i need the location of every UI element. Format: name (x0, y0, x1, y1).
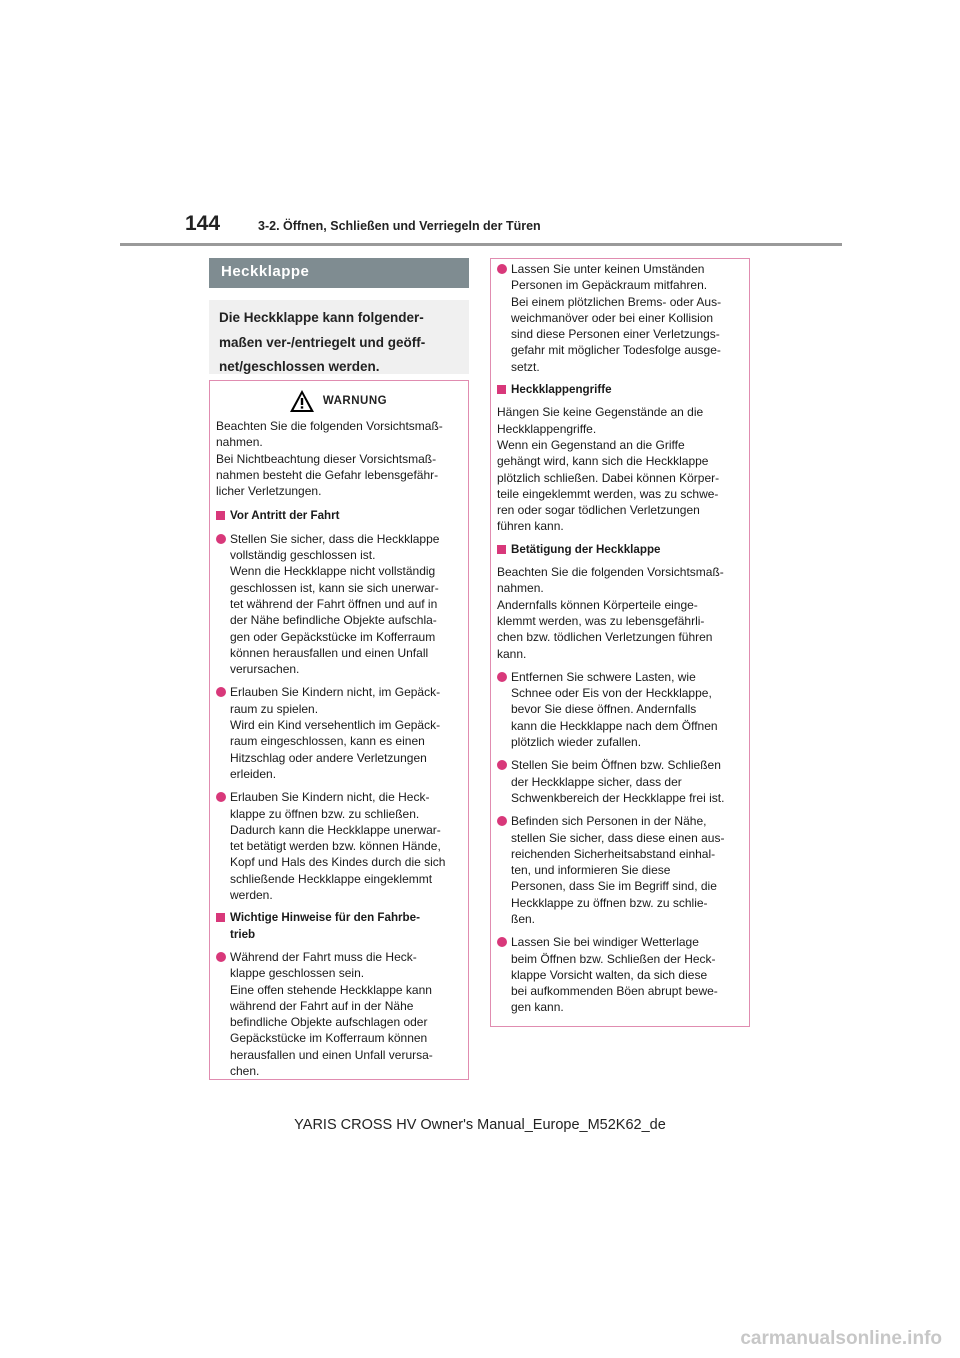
square-bullet-icon (497, 545, 506, 554)
watermark[interactable]: carmanualsonline.info (740, 1328, 942, 1349)
list-item (497, 669, 741, 750)
round-bullet-icon (216, 534, 226, 544)
header-rule (120, 243, 842, 246)
page-number: 144 (185, 212, 221, 235)
subheading (497, 542, 741, 558)
section-title: Heckklappe (221, 263, 310, 280)
round-bullet-icon (497, 816, 507, 826)
subheading-text: Betätigung der Heckklappe (511, 542, 661, 556)
warning-label: WARNUNG (322, 395, 388, 407)
list-item-text: Erlauben Sie Kindern nicht, die Heck- klappe zu öffnen bzw. zu schließen. Dadurch kann die Heckklappe unerwar- tet betätigt werden bzw. können Hände, Kopf und Hals des Kindes durch die sich schließende Heckklappe eingeklemmt werden. (230, 790, 446, 903)
list-item-text: Entfernen Sie schwere Lasten, wie Schnee oder Eis von der Heckklappe, bevor Sie diese öffnen. Andernfalls kann die Heckklappe nach dem Öffnen plötzlich wieder zufallen. (511, 669, 718, 750)
list-item-text: Befinden sich Personen in der Nähe, stellen Sie sicher, dass diese einen aus- reichenden Sicherheitsabstand einhal- ten, und informieren Sie diese Personen, dass Sie im Begriff sind, die Heckklappe zu öffnen bzw. zu schlie- ßen. (511, 814, 725, 926)
list-item (216, 789, 460, 903)
warning-intro: Beachten Sie die folgenden Vorsichtsmaß- nahmen. Bei Nichtbeachtung dieser Vorsichtsmaß- nahmen besteht die Gefahr lebensgefähr- licher Verletzungen. (216, 419, 443, 499)
warning-box-left (209, 380, 469, 1080)
list-item (497, 757, 741, 806)
round-bullet-icon (497, 264, 507, 274)
list-item-text: Lassen Sie unter keinen Umständen Personen im Gepäckraum mitfahren. Bei einem plötzlichen Brems- oder Aus- weichmanöver oder bei einer Kollision sind diese Personen einer Verletzungs- gefahr mit möglicher Todesfolge ausge- setzt. (511, 262, 722, 374)
list-item (216, 531, 460, 678)
round-bullet-icon (216, 687, 226, 697)
list-item-text: Erlauben Sie Kindern nicht, im Gepäck- raum zu spielen. Wird ein Kind versehentlich im Gepäck- raum eingeschlossen, kann es einen Hitzschlag oder andere Verletzungen erleiden. (230, 685, 441, 781)
list-item (497, 934, 741, 1015)
subheading (216, 910, 460, 943)
list-item-text: Lassen Sie bei windiger Wetterlage beim Öffnen bzw. Schließen der Heck- klappe Vorsicht walten, da sich diese bei aufkommenden Böen abrupt bewe- gen kann. (511, 935, 718, 1015)
warning-box-right (490, 258, 750, 1027)
list-item (216, 684, 460, 782)
subheading-text: Vor Antritt der Fahrt (230, 509, 340, 523)
subheading (216, 508, 460, 524)
round-bullet-icon (497, 937, 507, 947)
warning-header (216, 384, 460, 418)
subheading-text: Heckklappengriffe (511, 383, 612, 397)
footer-manual-title: YARIS CROSS HV Owner's Manual_Europe_M52K62_de (294, 1117, 666, 1133)
section-title-bar (209, 258, 469, 288)
list-item (497, 813, 741, 927)
intro-text: Die Heckklappe kann folgender- maßen ver-/entriegelt und geöff- net/geschlossen werden. (219, 310, 426, 374)
warning-triangle-icon (289, 389, 315, 413)
chapter-title: 3-2. Öffnen, Schließen und Verriegeln der Türen (258, 219, 541, 233)
subheading-text: Wichtige Hinweise für den Fahrbe- trieb (230, 911, 420, 941)
square-bullet-icon (497, 385, 506, 394)
intro-box (209, 300, 469, 374)
list-item-text: Während der Fahrt muss die Heck- klappe geschlossen sein. Eine offen stehende Heckklappe kann während der Fahrt auf in der Nähe befindliche Objekte aufschlagen oder Gepäckstücke im Kofferraum können herausfallen und einen Unfall verursa- chen. (230, 949, 433, 1078)
round-bullet-icon (497, 672, 507, 682)
round-bullet-icon (497, 760, 507, 770)
list-item-text: Stellen Sie sicher, dass die Heckklappe vollständig geschlossen ist. Wenn die Heckklappe nicht vollständig geschlossen ist, kann sie sich unerwar- tet während der Fahrt öffnen und auf in der Nähe befindliche Objekte aufschla- gen oder Gepäckstücke im Kofferraum können herausfallen und einen Unfall verursachen. (230, 531, 440, 677)
square-bullet-icon (216, 913, 225, 922)
paragraph: Hängen Sie keine Gegenstände an die Heckklappengriffe. Wenn ein Gegenstand an die Griffe gehängt wird, kann sich die Heckklappe plötzlich schließen. Dabei können Körper- teile eingeklemmt werden, was zu schwe- ren oder sogar tödlichen Verletzungen führen kann. (497, 405, 720, 534)
paragraph: Beachten Sie die folgenden Vorsichtsmaß- nahmen. Andernfalls können Körperteile einge- klemmt werden, was zu lebensgefährli- chen bzw. tödlichen Verletzungen führen kann. (497, 565, 724, 661)
subheading (497, 382, 741, 398)
list-item-text: Stellen Sie beim Öffnen bzw. Schließen der Heckklappe sicher, dass der Schwenkbereich der Heckklappe frei ist. (511, 758, 725, 805)
round-bullet-icon (216, 792, 226, 802)
list-item (216, 949, 460, 1079)
round-bullet-icon (216, 952, 226, 962)
list-item (497, 261, 741, 375)
square-bullet-icon (216, 511, 225, 520)
